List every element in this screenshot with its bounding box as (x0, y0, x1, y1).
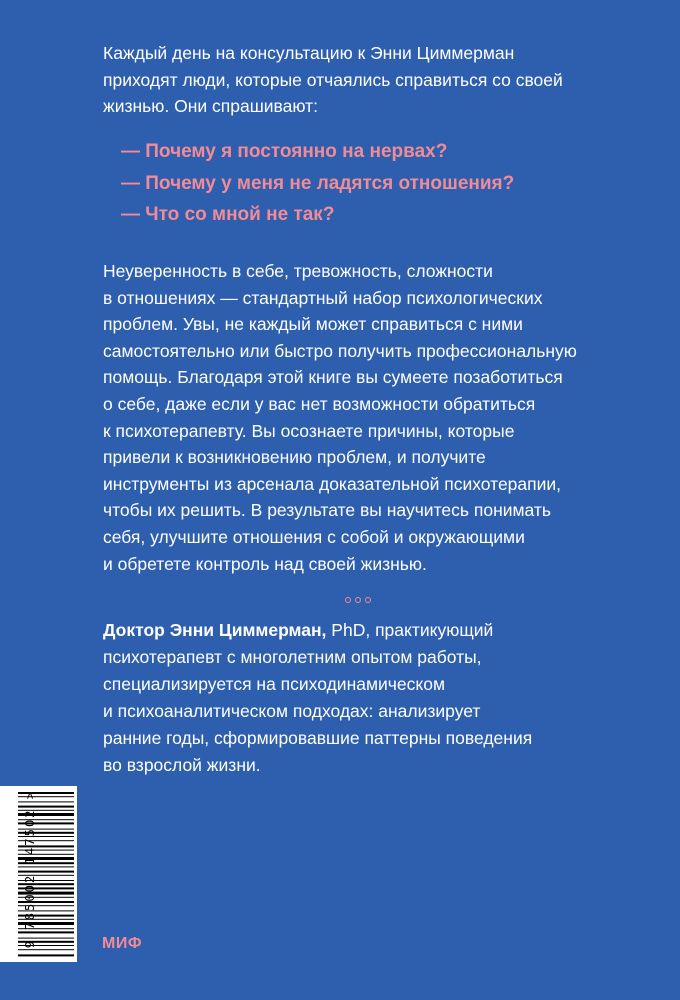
author-bio-line: психотерапевт с многолетним опытом работы, (103, 647, 482, 667)
ornament-dot (365, 597, 371, 603)
ornament-divider-icon (345, 594, 385, 606)
description-line: к психотерапевту. Вы осознаете причины, которые (103, 420, 515, 441)
description-line: инструменты из арсенала доказательной психотерапии, (103, 473, 562, 494)
ornament-dot (355, 597, 361, 603)
publisher-logo: МИФ (102, 935, 142, 952)
intro-line: жизнью. Они спрашивают: (103, 96, 319, 116)
description-line: и обретете контроль над своей жизнью. (103, 553, 427, 574)
question-item: — Что со мной не так? (121, 204, 335, 225)
barcode-bars (0, 786, 77, 962)
author-bio-line: специализируется на психодинамическом (103, 674, 445, 694)
author-name: Доктор Энни Циммерман, (103, 620, 327, 640)
description-line: Неуверенность в себе, тревожность, сложности (103, 261, 493, 281)
question-item: — Почему я постоянно на нервах? (121, 141, 448, 162)
question-item: — Почему у меня не ладятся отношения? (121, 172, 515, 194)
description-line: в отношениях — стандартный набор психологических (103, 287, 543, 308)
description-line: привели к возникновению проблем, и получите (103, 447, 486, 468)
description-line: о себе, даже если у вас нет возможности обратиться (103, 393, 536, 414)
author-bio-line: и психоаналитическом подходах: анализирует (103, 701, 481, 721)
author-bio-first-line (103, 617, 623, 644)
description-line: проблем. Увы, не каждый может справиться с ними (103, 314, 523, 335)
description-line: помощь. Благодаря этой книге вы сумеете позаботиться (103, 367, 563, 388)
description-paragraph (103, 258, 633, 577)
author-bio-line: PhD, практикующий (326, 620, 494, 640)
isbn-barcode (0, 786, 77, 962)
intro-line: приходят люди, которые отчаялись справиться со своей (103, 69, 563, 90)
author-bio-line: ранние годы, сформировавшие паттерны поведения (103, 728, 533, 748)
intro-paragraph (103, 40, 623, 120)
intro-line: Каждый день на консультацию к Энни Циммерман (103, 43, 515, 63)
author-bio (103, 617, 623, 779)
isbn-number: 9 785002 147502 > (23, 789, 37, 949)
questions-list (121, 136, 621, 231)
author-bio-line: во взрослой жизни. (103, 755, 261, 775)
ornament-dot (345, 597, 351, 603)
description-line: самостоятельно или быстро получить профессиональную (103, 340, 577, 361)
description-line: себя, улучшите отношения с собой и окружающими (103, 526, 525, 547)
description-line: чтобы их решить. В результате вы научитесь понимать (103, 500, 552, 521)
